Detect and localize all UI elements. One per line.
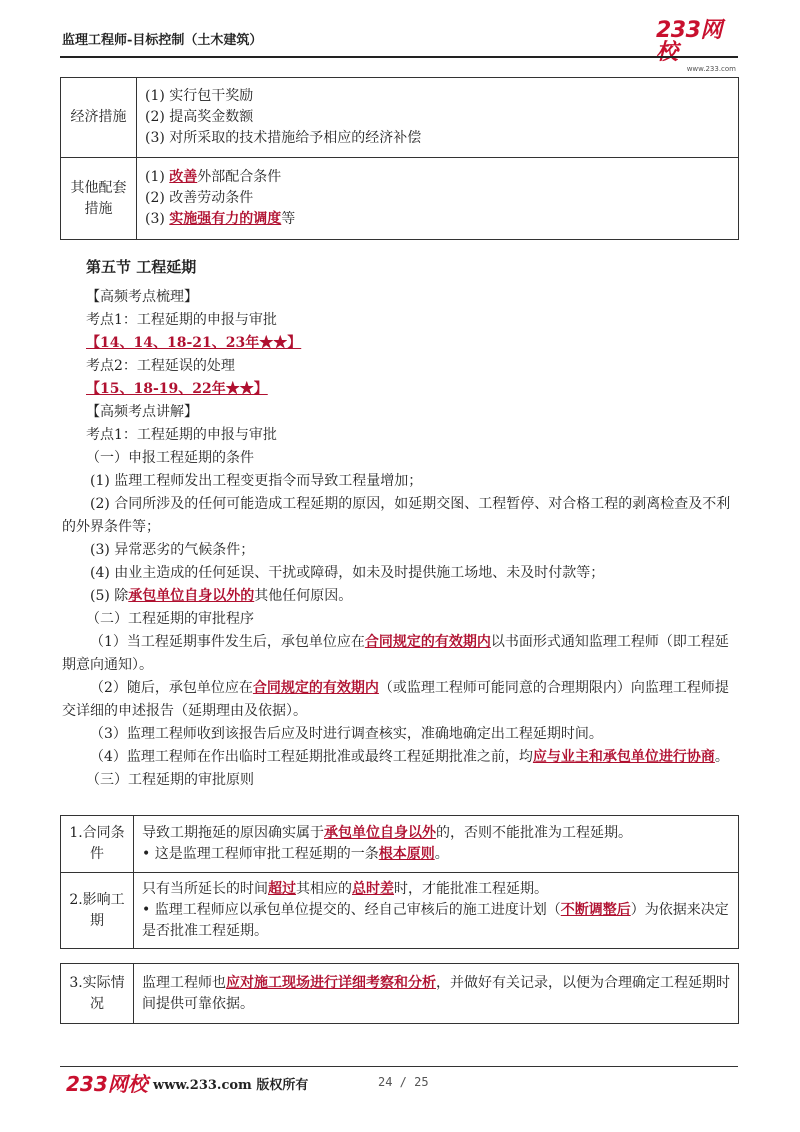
highlight: 合同规定的有效期内: [252, 680, 379, 696]
list-item: (2) 改善劳动条件: [145, 190, 254, 206]
list-item: [145, 167, 730, 188]
line: [142, 844, 730, 865]
text: 。: [434, 846, 449, 862]
text: ，并做好有关记录，以便为合理确定工程延期时间提供可靠依据。: [142, 974, 730, 1012]
table-row: [61, 158, 739, 240]
line: [142, 900, 730, 942]
text: • 监理工程师应以承包单位提交的、经自己审核后的施工进度计划（: [142, 902, 561, 918]
text: • 这是监理工程师审批工程延期的一条: [142, 846, 379, 862]
body-text: [62, 286, 740, 792]
item-prefix: (3): [145, 211, 170, 227]
text: 。: [714, 749, 729, 765]
procedure-3: （3）监理工程师收到该报告后应及时进行调查核实，准确地确定出工程延期时间。: [90, 726, 603, 742]
footer-copyright: www.233.com 版权所有: [153, 1078, 309, 1093]
text: 的，否则不能批准为工程延期。: [436, 825, 632, 841]
footer-divider: [60, 1066, 738, 1067]
table-row: [61, 873, 739, 949]
condition-5: [62, 585, 740, 608]
text: 导致工期拖延的原因确实属于: [142, 825, 324, 841]
line: [142, 973, 730, 1015]
table-row: [61, 816, 739, 873]
heading-explain: 【高频考点讲解】: [86, 404, 198, 420]
row-key: [61, 873, 134, 949]
document-title: 监理工程师-目标控制（土木建筑）: [62, 33, 263, 48]
list-item: (3) 对所采取的技术措施给予相应的经济补偿: [145, 130, 422, 146]
highlight: 承包单位自身以外: [324, 825, 436, 841]
logo-text: 233网校: [656, 18, 722, 65]
item-text: 外部配合条件: [197, 169, 282, 185]
text: 监理工程师也: [142, 974, 226, 991]
text: 只有当所延长的时间: [142, 881, 268, 897]
key-point-1-repeat: 考点1：工程延期的申报与审批: [86, 427, 277, 443]
list-item: (1) 实行包干奖励: [145, 88, 254, 104]
text: （2）随后，承包单位应在: [90, 680, 253, 696]
line: [142, 823, 730, 844]
highlight: 应与业主和承包单位进行协商: [532, 749, 715, 765]
key-point-2: 考点2：工程延误的处理: [86, 358, 235, 374]
list-item: (2) 提高奖金数额: [145, 109, 254, 125]
row-key-text: 1.合同条件: [69, 825, 125, 862]
line: [142, 879, 730, 900]
highlight: 总时差: [352, 881, 394, 897]
list-item: [145, 209, 730, 230]
item-text: 等: [281, 211, 296, 227]
text: （1）当工程延期事件发生后，承包单位应在: [90, 634, 365, 650]
text: ）为依据来决定是否批准工程延期。: [142, 902, 729, 939]
highlight: 不断调整后: [560, 902, 631, 918]
table-row: [61, 78, 739, 158]
subsection-2: （二）工程延期的审批程序: [86, 611, 254, 627]
section-title: 第五节 工程延期: [86, 258, 197, 276]
brand-logo: [656, 18, 736, 73]
table-row: [61, 964, 739, 1024]
text: 以书面形式通知监理工程师（即工程延期意向通知）。: [62, 634, 729, 673]
procedure-2: [62, 677, 740, 723]
row-value: [134, 873, 739, 949]
row-key-text: 3.实际情况: [69, 974, 125, 1012]
principles-table: [60, 815, 739, 949]
key-point-2-years: 【15、18-19、22年★★】: [86, 381, 268, 397]
highlight: 改善: [169, 169, 198, 185]
text: (5) 除: [90, 588, 129, 604]
row-value: [134, 964, 739, 1024]
row-key-text: 其他配套措施: [70, 179, 127, 217]
condition-3: (3) 异常恶劣的气候条件；: [90, 542, 255, 558]
page-number: 24 / 25: [378, 1075, 429, 1089]
key-point-1-years: 【14、14、18-21、23年★★】: [86, 335, 302, 351]
highlight: 应对施工现场进行详细考察和分析: [226, 974, 436, 991]
highlight: 承包单位自身以外的: [128, 588, 255, 604]
logo-url: www.233.com: [686, 65, 736, 73]
highlight: 合同规定的有效期内: [364, 634, 491, 650]
footer-logo: 233网校: [66, 1072, 148, 1096]
text: 时，才能批准工程延期。: [394, 881, 548, 897]
row-key: 经济措施: [61, 78, 137, 158]
text: （4）监理工程师在作出临时工程延期批准或最终工程延期批准之前，均: [90, 749, 533, 765]
subsection-1: （一）申报工程延期的条件: [86, 450, 254, 466]
row-key-text: 2.影响工期: [69, 891, 125, 929]
row-value: [137, 158, 739, 240]
row-key: [61, 158, 137, 240]
highlight: 实施强有力的调度: [169, 211, 282, 227]
row-value: [134, 816, 739, 873]
condition-2: (2) 合同所涉及的任何可能造成工程延期的原因，如延期交图、工程暂停、对合格工程的剥离检查及不利的外界条件等；: [62, 496, 731, 535]
row-key: [61, 816, 134, 873]
text: 其他任何原因。: [254, 588, 353, 604]
text: 其相应的: [296, 881, 352, 897]
row-key: [61, 964, 134, 1024]
item-prefix: (1): [145, 169, 170, 185]
measures-table: [60, 77, 739, 240]
principles-table-continued: [60, 963, 739, 1024]
highlight: 根本原则: [378, 846, 435, 862]
condition-4: (4) 由业主造成的任何延误、干扰或障碍，如未及时提供施工场地、未及时付款等；: [90, 565, 605, 581]
condition-1: (1) 监理工程师发出工程变更指令而导致工程量增加；: [90, 473, 423, 489]
text: （或监理工程师可能同意的合理期限内）向监理工程师提交详细的申述报告（延期理由及依据）。: [62, 680, 729, 719]
row-value: [137, 78, 739, 158]
header-divider: [60, 56, 738, 58]
subsection-3: （三）工程延期的审批原则: [86, 772, 254, 788]
heading-review: 【高频考点梳理】: [86, 289, 198, 305]
key-point-1: 考点1：工程延期的申报与审批: [86, 312, 277, 328]
procedure-1: [62, 631, 740, 677]
procedure-4: [62, 746, 740, 769]
highlight: 超过: [268, 881, 296, 897]
